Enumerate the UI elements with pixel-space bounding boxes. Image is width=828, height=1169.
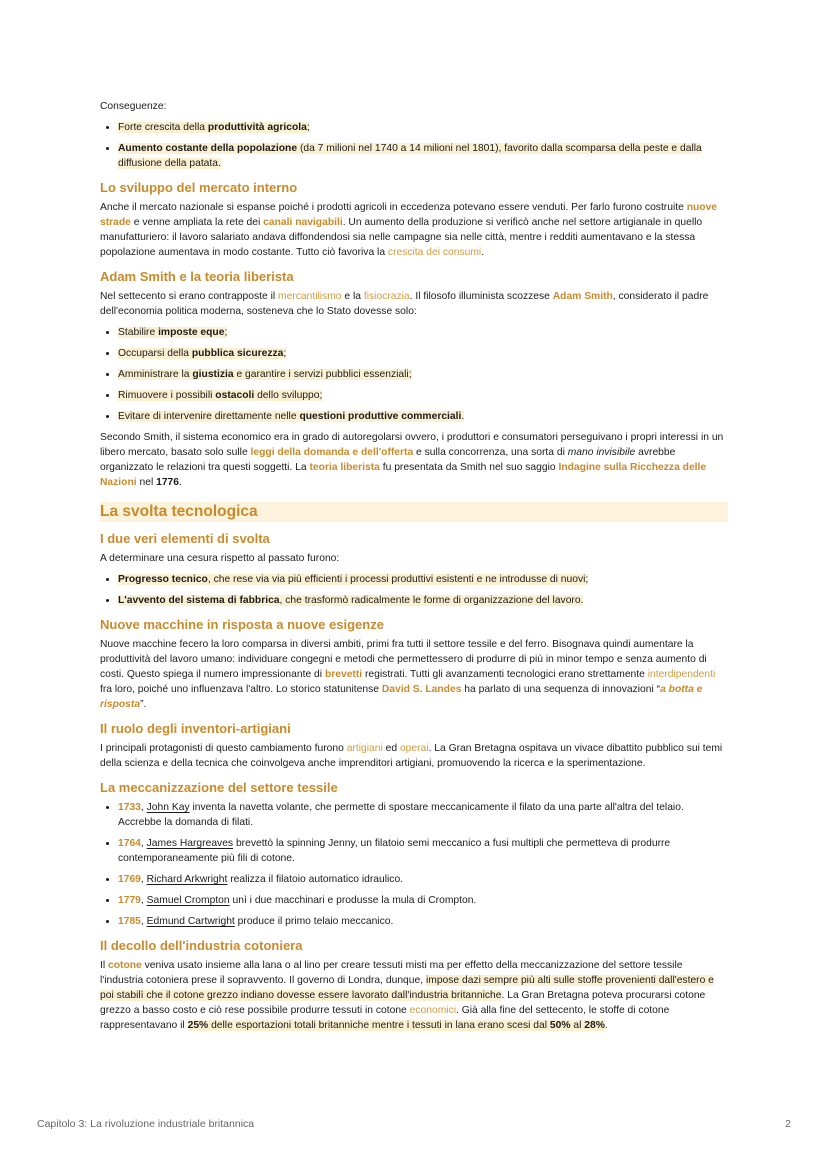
section-heading-mercato: Lo sviluppo del mercato interno [100,180,298,195]
list-item: • Stabilire imposte eque; [118,325,728,340]
list-item: • 1764, James Hargreaves brevettò la spinning Jenny, un filatoio semi meccanico a fusi multipli che permetteva di produrre contemporaneamente più fili di cotone. [118,836,728,866]
paragraph-inventori: I principali protagonisti di questo cambiamento furono artigiani ed operai. La Gran Bretagna ospitava un vivace dibattito pubblico sui temi della scienza e della tecnica che coinvolgeva anche imprenditori artigiani, promuovendo la ricerca e la sperimentazione. [100,743,723,769]
section-heading-tessile: La meccanizzazione del settore tessile [100,780,338,795]
list-item: • 1785, Edmund Cartwright produce il primo telaio meccanico. [118,914,728,929]
list-item: • Rimuovere i possibili ostacoli dello sviluppo; [118,388,728,403]
paragraph-svolta-intro: A determinare una cesura rispetto al passato furono: [100,553,340,564]
consequences-list [100,120,728,171]
paragraph-macchine: Nuove macchine fecero la loro comparsa in diversi ambiti, primi fra tutti il settore tessile e del ferro. Bisognava quindi aumentare la produttività del lavoro umano: individuare congegni e metodi che permettessero di produrre di più in minor tempo e senza aumento di costi. Questo spiega il numero impressionante di brevetti registrati. Tutti gli avanzamenti tecnologici erano strettamente interdipendenti fra loro, poiché uno influenzava l'altro. Lo storico statunitense David S. Landes ha parlato di una sequenza di innovazioni “a botta e risposta”. [100,639,716,710]
list-item: • 1769, Richard Arkwright realizza il filatoio automatico idraulico. [118,872,728,887]
consequences-label: Conseguenze: [100,101,167,112]
list-item: • Amministrare la giustizia e garantire i servizi pubblici essenziali; [118,367,728,382]
list-item: • Progresso tecnico, che rese via via più efficienti i processi produttivi esistenti e ne introdusse di nuovi; [118,572,728,587]
section-heading-smith: Adam Smith e la teoria liberista [100,269,294,284]
list-item: • L'avvento del sistema di fabbrica, che trasformò radicalmente le forme di organizzazione del lavoro. [118,593,728,608]
paragraph-smith-intro: Nel settecento si erano contrapposte il mercantilismo e la fisiocrazia. Il filosofo illuminista scozzese Adam Smith, considerato il padre dell'economia politica moderna, sosteneva che lo Stato dovesse solo: [100,291,709,317]
list-item: • Forte crescita della produttività agricola; [118,120,728,135]
tessile-list [100,800,728,929]
paragraph-mercato: Anche il mercato nazionale si espanse poiché i prodotti agricoli in eccedenza potevano essere venduti. Per farlo furono costruite nuove strade e venne ampliata la rete dei canali navigabili. Un aumento della produzione si verificò anche nel settore artigianale in quello manufatturiero: il lavoro salariato andava diffondendosi sia nelle campagne sia nelle città, mentre i redditi aumentavano e la stessa popolazione aumentava in modo costante. Tutto ciò favoriva la crescita dei consumi. [100,202,718,258]
footer-chapter-title: Capitolo 3: La rivoluzione industriale britannica [37,1118,255,1130]
smith-list [100,325,728,424]
section-heading-cotone: Il decollo dell'industria cotoniera [100,938,303,953]
section-heading-macchine: Nuove macchine in risposta a nuove esigenze [100,617,384,632]
list-item: • Occuparsi della pubblica sicurezza; [118,346,728,361]
footer-page-number: 2 [785,1118,791,1130]
list-item: • Evitare di intervenire direttamente nelle questioni produttive commerciali. [118,409,728,424]
page-content [100,99,728,1039]
list-item: • 1779, Samuel Crompton unì i due macchinari e produsse la mula di Crompton. [118,893,728,908]
section-heading-svolta: La svolta tecnologica [100,502,728,522]
svolta-list [100,572,728,608]
list-item: • 1733, John Kay inventa la navetta volante, che permette di spostare meccanicamente il filato da una parte all'altra del telaio. Accrebbe la domanda di filati. [118,800,728,830]
paragraph-smith-theory: Secondo Smith, il sistema economico era in grado di autoregolarsi ovvero, i produttori e consumatori perseguivano i propri interessi in un libero mercato, basato solo sulle leggi della domanda e dell'offerta e sulla concorrenza, una sorta di mano invisibile avrebbe organizzato le relazioni tra questi soggetti. La teoria liberista fu presentata da Smith nel suo saggio Indagine sulla Ricchezza delle Nazioni nel 1776. [100,432,724,488]
list-item: • Aumento costante della popolazione (da 7 milioni nel 1740 a 14 milioni nel 1801), favorito dalla scomparsa della peste e dalla diffusione della patata. [118,141,728,171]
section-heading-elementi: I due veri elementi di svolta [100,531,270,546]
paragraph-cotone: Il cotone veniva usato insieme alla lana o al lino per creare tessuti misti ma per effetto della meccanizzazione del settore tessile l'industria cotoniera prese il sopravvento. Il governo di Londra, dunque, impose dazi sempre più alti sulle stoffe provenienti dall'estero e poi stabilì che il cotone grezzo indiano dovesse essere lavorato dall'industria britanniche. La Gran Bretagna poteva procurarsi cotone grezzo a basso costo e ciò rese possibile produrre tessuti in cotone economici. Già alla fine del settecento, le stoffe di cotone rappresentavano il 25% delle esportazioni totali britanniche mentre i tessuti in lana erano scesi dal 50% al 28%. [100,960,714,1031]
section-heading-inventori: Il ruolo degli inventori-artigiani [100,721,291,736]
